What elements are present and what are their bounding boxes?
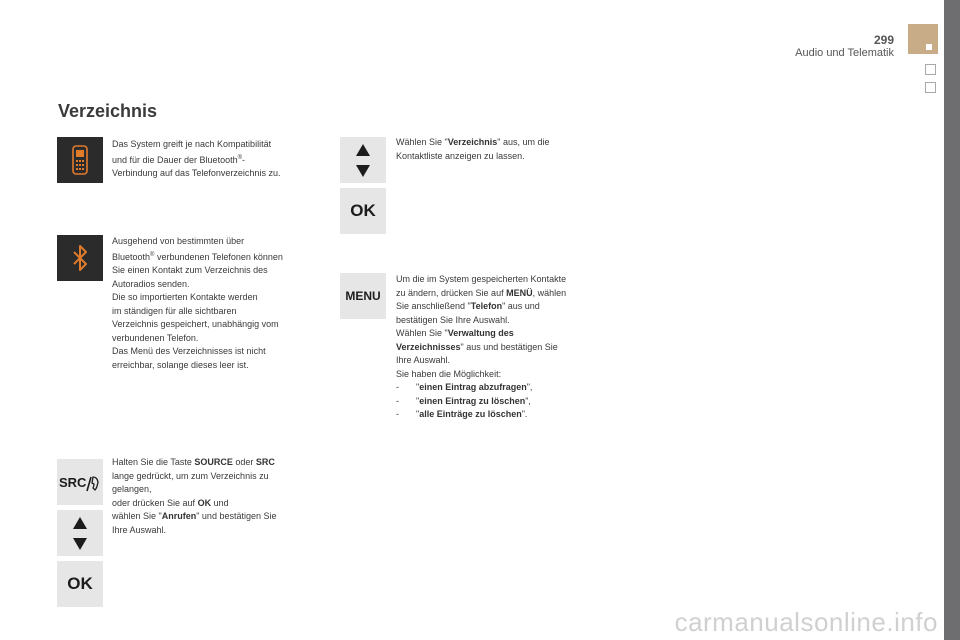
text-line: Sie haben die Möglichkeit: xyxy=(396,368,502,379)
arrow-down-icon xyxy=(356,165,370,177)
text-line: Kontaktliste anzeigen zu lassen. xyxy=(396,150,525,161)
text-line: Das System greift je nach Kompatibilität xyxy=(112,139,272,149)
menu-key xyxy=(340,273,386,319)
ok-key-label: OK xyxy=(350,201,376,220)
option-item: - "alle Einträge zu löschen". xyxy=(396,409,528,419)
bluetooth-icon-box xyxy=(57,235,103,281)
text-line: Autoradios senden. xyxy=(112,278,190,289)
up-down-key-right xyxy=(340,137,386,183)
text-line: Ihre Auswahl. xyxy=(112,524,167,535)
src-phone-icon xyxy=(57,459,103,505)
phone-icon-box xyxy=(57,137,103,183)
menu-key-label: MENU xyxy=(345,289,381,303)
text-line: gelangen, xyxy=(112,484,152,494)
text-line: Halten Sie die Taste SOURCE oder SRC xyxy=(112,457,275,467)
ok-key-label: OK xyxy=(67,574,93,593)
page-edge-bar xyxy=(944,0,960,640)
text-line: Verbindung auf das Telefonverzeichnis zu. xyxy=(112,168,281,178)
chapter-tab-marker xyxy=(926,44,932,50)
up-down-key xyxy=(57,510,103,556)
select-directory-paragraph xyxy=(396,136,616,163)
arrow-up-icon xyxy=(356,144,370,156)
text-line: Sie anschließend "Telefon" aus und xyxy=(396,301,540,311)
text-line: bestätigen Sie Ihre Auswahl. xyxy=(396,314,510,325)
text-line: Verzeichnis gespeichert, unabhängig vom xyxy=(112,319,279,329)
text-line: Die so importierten Kontakte werden xyxy=(112,292,258,302)
source-paragraph xyxy=(112,456,332,537)
page-number: 299 xyxy=(873,33,894,47)
src-phone-key xyxy=(57,459,103,505)
text-line: Verzeichnisses" aus und bestätigen Sie xyxy=(396,341,558,352)
arrow-up-icon xyxy=(73,517,87,529)
text-line: wählen Sie "Anrufen" und bestätigen Sie xyxy=(112,511,277,521)
text-line: Sie einen Kontakt zum Verzeichnis des xyxy=(112,265,268,275)
text-line: Wählen Sie "Verwaltung des xyxy=(396,328,514,338)
text-line: und für die Dauer der Bluetooth®- xyxy=(112,154,246,165)
text-line: Das Menü des Verzeichnisses ist nicht xyxy=(112,346,266,356)
text-line: Um die im System gespeicherten Kontakte xyxy=(396,274,567,284)
text-line: Wählen Sie "Verzeichnis" aus, um die xyxy=(396,137,550,147)
src-key-label: SRC xyxy=(59,475,87,490)
text-line: lange gedrückt, um zum Verzeichnis zu xyxy=(112,470,269,481)
text-line: zu ändern, drücken Sie auf MENÜ, wählen xyxy=(396,287,567,298)
watermark: carmanualsonline.info xyxy=(674,607,938,637)
chapter-box-2 xyxy=(925,82,936,93)
option-item: - "einen Eintrag abzufragen", xyxy=(396,382,533,392)
manage-contacts-paragraph xyxy=(396,273,626,422)
text-line: Bluetooth® verbundenen Telefonen können xyxy=(112,251,283,262)
phone-icon xyxy=(57,137,103,183)
ok-key xyxy=(57,561,103,607)
text-line: Ihre Auswahl. xyxy=(396,355,451,365)
text-line: im ständigen für alle sichtbaren xyxy=(112,305,237,316)
text-line: verbundenen Telefon. xyxy=(112,332,199,343)
text-line: erreichbar, solange dieses leer ist. xyxy=(112,359,249,370)
bluetooth-icon xyxy=(57,235,103,281)
page-title: Verzeichnis xyxy=(58,101,158,121)
text-line: Ausgehend von bestimmten über xyxy=(112,236,245,246)
chapter-box-1 xyxy=(925,64,936,75)
option-item: - "einen Eintrag zu löschen", xyxy=(396,395,531,406)
text-line: oder drücken Sie auf OK und xyxy=(112,497,229,508)
bluetooth-paragraph xyxy=(112,235,332,372)
chapter-title: Audio und Telematik xyxy=(795,47,894,59)
ok-key-right xyxy=(340,188,386,234)
arrow-down-icon xyxy=(73,538,87,550)
chapter-tab xyxy=(908,24,938,54)
intro-paragraph xyxy=(112,138,327,181)
